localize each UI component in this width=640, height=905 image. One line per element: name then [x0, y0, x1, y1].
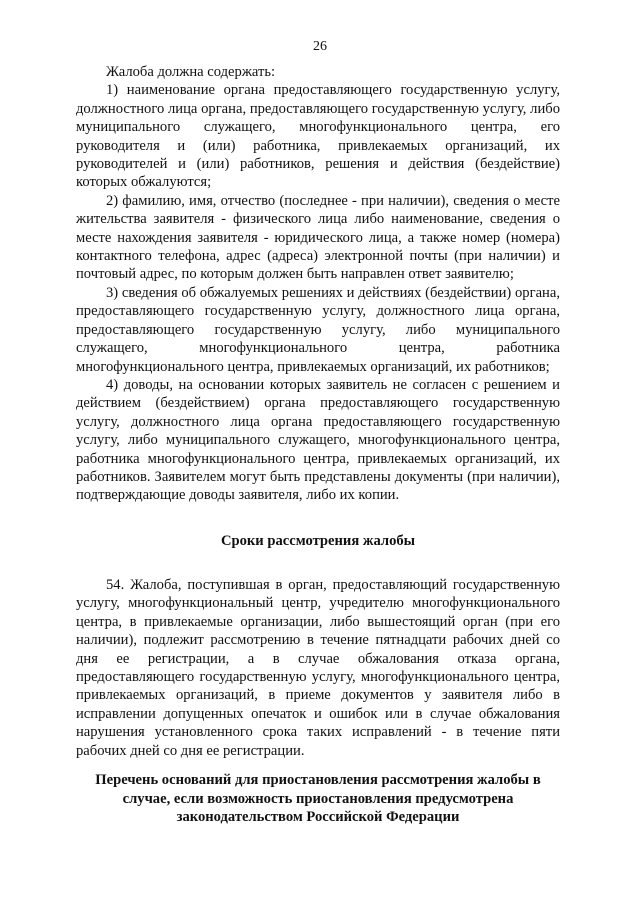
paragraph-54: 54. Жалоба, поступившая в орган, предоставляющий государственную услугу, многофункциональный центр, учредителю многофункционального центра, в привлекаемые организации, либо вышестоящий орган (при его наличии), подлежит рассмотрению в течение пятнадцати рабочих дней со дня ее регистрации, а в случае обжалования отказа органа, предоставляющего государственную услугу, многофункционального центра, привлекаемых организаций, в приеме документов у заявителя либо в исправлении допущенных опечаток и ошибок или в случае обжалования нарушения установленного срока таких исправлений - в течение пяти рабочих дней со дня ее регистрации.: [76, 577, 560, 759]
list-item-4: 4) доводы, на основании которых заявитель не согласен с решением и действием (бездействием) органа предоставляющего государственную услугу, должностного лица органа предоставляющего государственную услугу, либо муниципального служащего, многофункционального центра, работника многофункционального центра, привлекаемых организаций, их работников. Заявителем могут быть представлены документы (при наличии), подтверждающие доводы заявителя, либо их копии.: [76, 376, 560, 504]
section-heading-suspension: Перечень оснований для приостановления рассмотрения жалобы в случае, если возможность приостановления предусмотрена законодательством Российской Федерации: [95, 772, 541, 826]
page-number: 26: [313, 39, 327, 54]
paragraph-54-block: [76, 576, 560, 760]
section-heading-review-period: Сроки рассмотрения жалобы: [220, 533, 416, 549]
list-intro: Жалоба должна содержать:: [106, 64, 276, 80]
complaint-contents-list: [76, 63, 560, 505]
list-item-2: 2) фамилию, имя, отчество (последнее - при наличии), сведения о месте жительства заявителя - физического лица либо наименование, сведения о месте нахождения заявителя - юридического лица, а также номер (номера) контактного телефона, адрес (адреса) электронной почты (при наличии) и почтовый адрес, по которым должен быть направлен ответ заявителю;: [76, 192, 560, 283]
list-item-1: 1) наименование органа предоставляющего государственную услугу, должностного лица органа, предоставляющего государственную услугу, либо муниципального служащего, многофункционального центра, его руководителя и (или) работника, привлекаемых организаций, их руководителей и (или) работников, решения и действия (бездействие) которых обжалуются;: [76, 82, 560, 191]
list-item-3: 3) сведения об обжалуемых решениях и действиях (бездействии) органа, предоставляющего государственную услугу, должностного лица органа, предоставляющего государственную услугу, либо муниципального служащего, многофункционального центра, работника многофункционального центра, привлекаемых организаций, их работников;: [76, 284, 560, 375]
